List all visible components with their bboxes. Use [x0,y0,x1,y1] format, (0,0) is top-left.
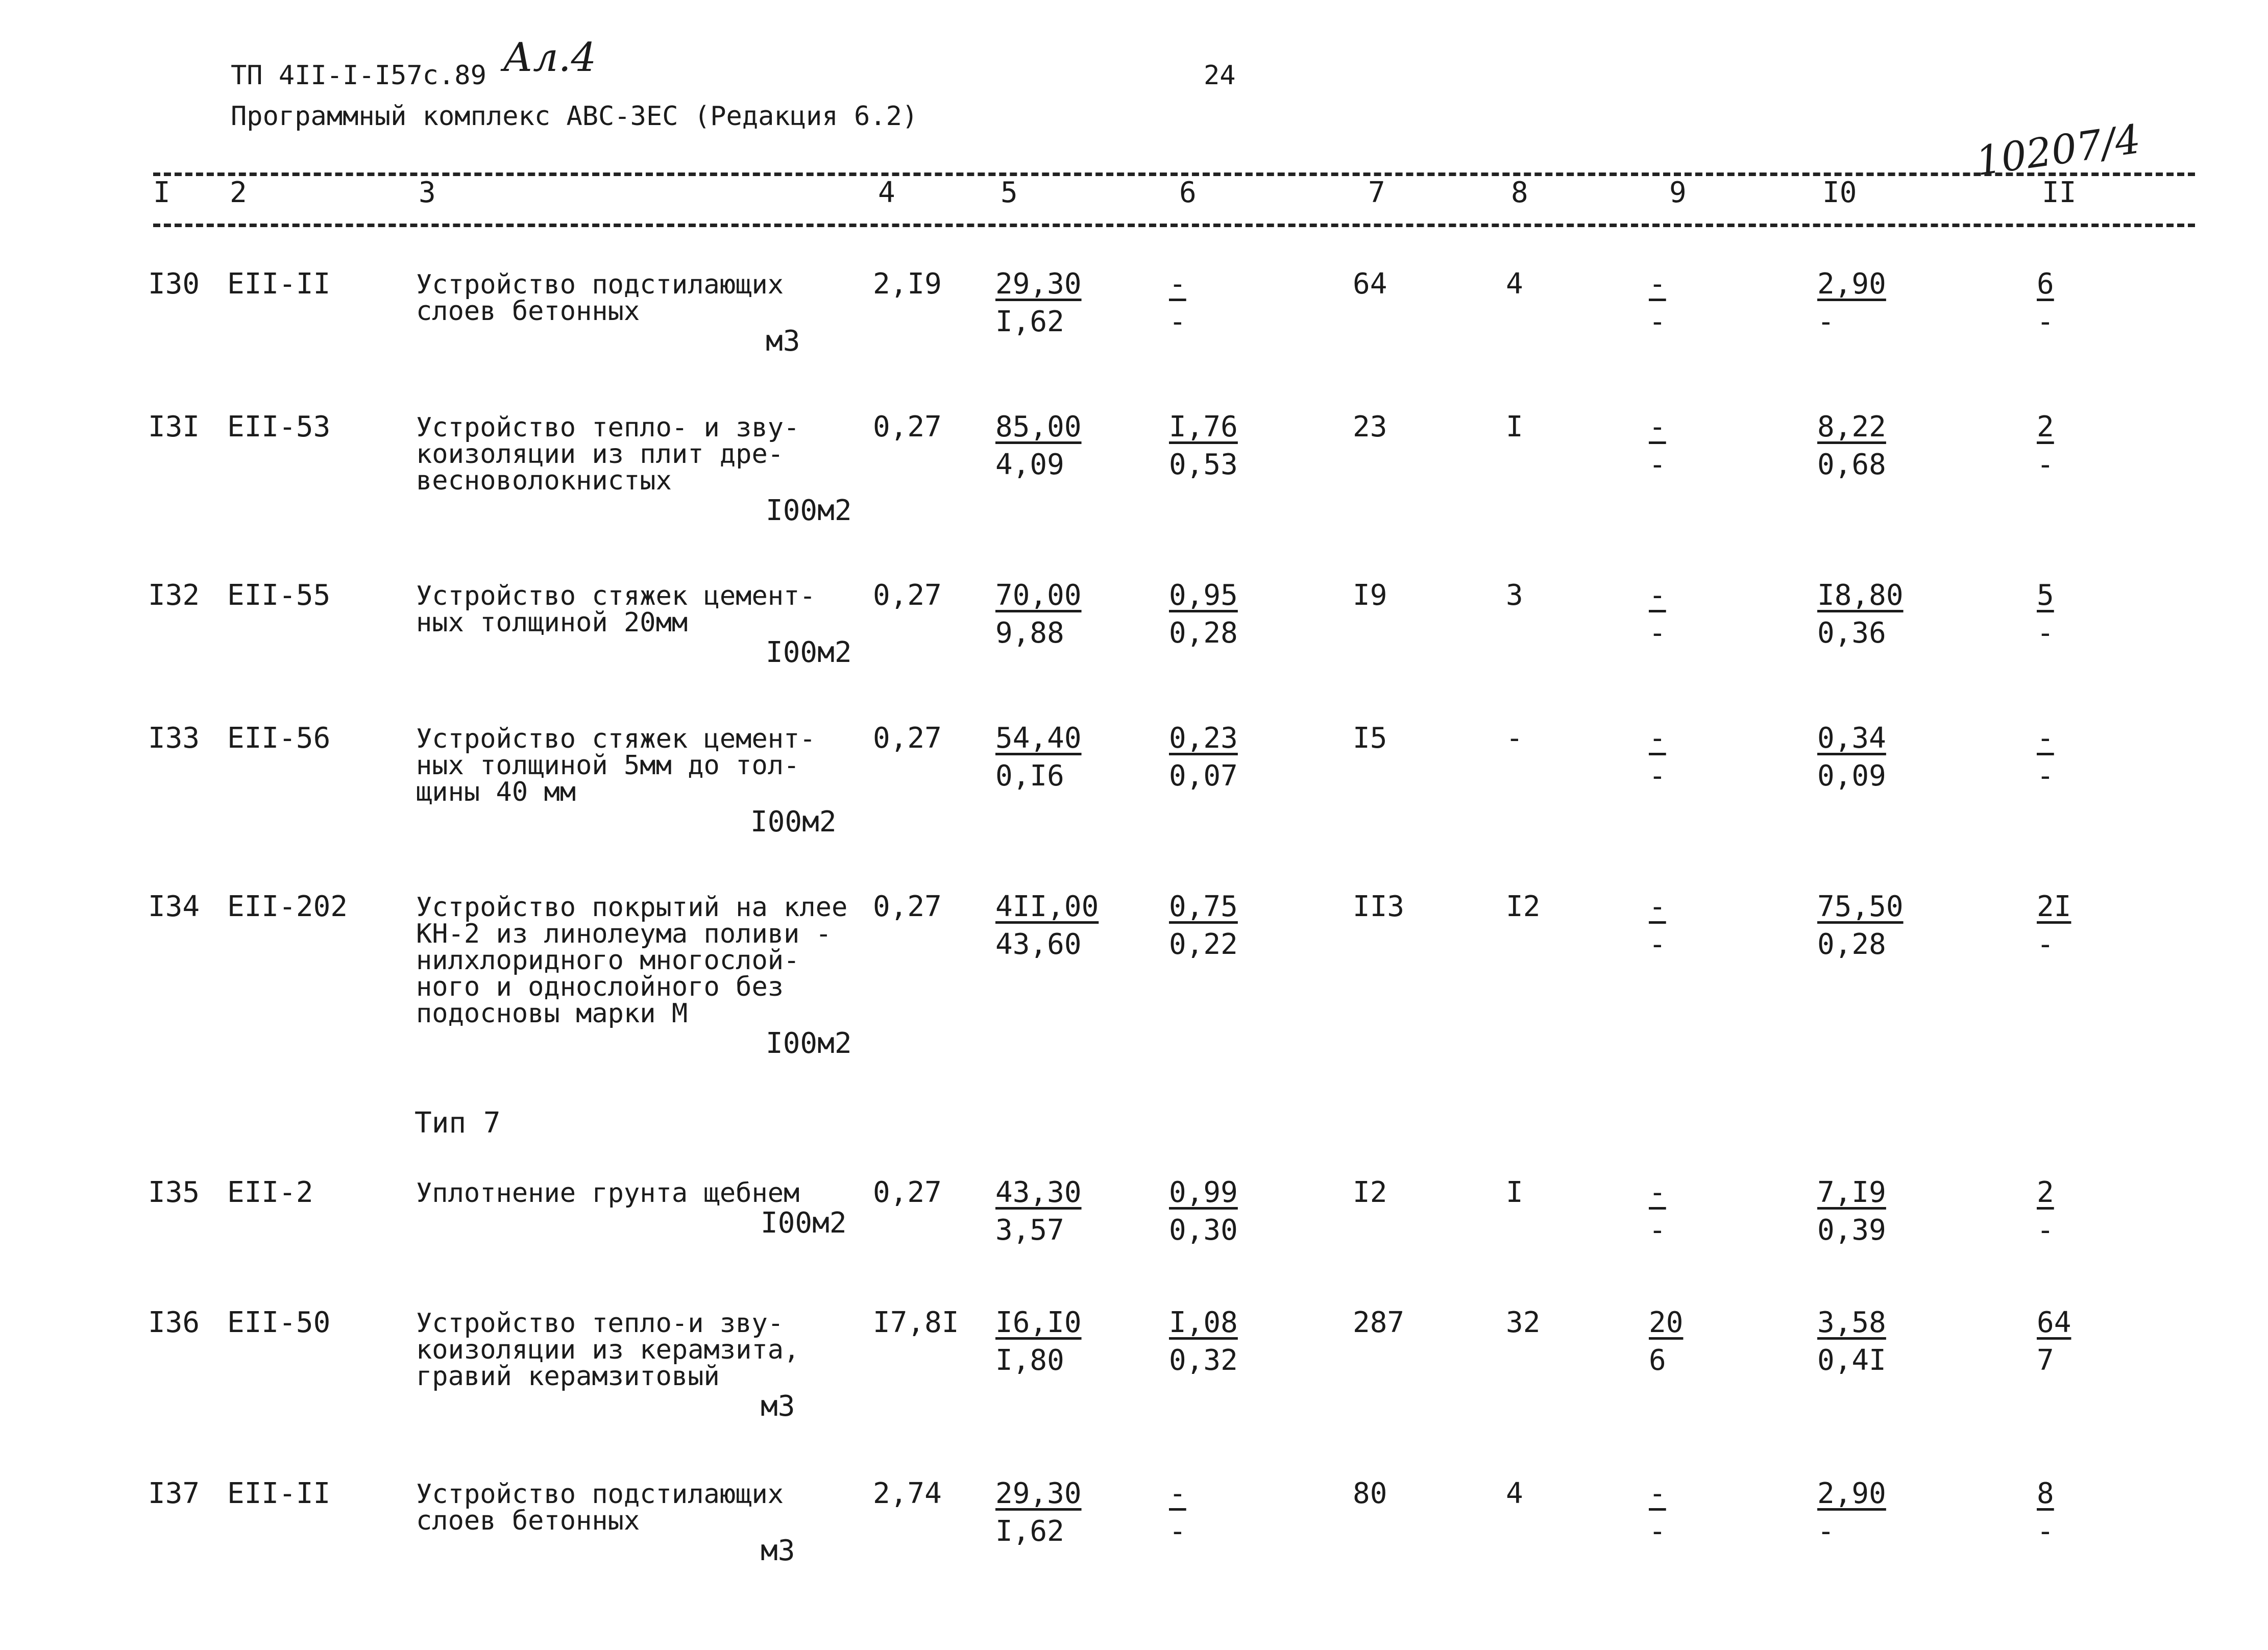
page-number: 24 [1204,60,1236,91]
column-header-5: 5 [1001,176,1018,209]
value-bottom: 0,53 [1169,448,1238,481]
value-top: 4II,00 [995,890,1099,923]
value-col7: I2 [1353,1176,1387,1209]
value-top: I,76 [1169,410,1238,444]
row-code: EII-55 [227,579,331,612]
section-label: Тип 7 [414,1106,501,1140]
value-bottom: 0,28 [1817,928,1886,961]
value-top: - [1169,267,1186,301]
value-top: I,08 [1169,1306,1238,1339]
description-line: Уплотнение грунта щебнем [416,1178,800,1209]
value-col7: I5 [1353,722,1387,755]
qty-value: 2,74 [873,1477,942,1510]
column-header-8: 8 [1511,176,1528,209]
row-unit: м3 [766,325,800,358]
value-col7: I9 [1353,579,1387,612]
qty-value: 0,27 [873,722,942,755]
value-top: I6,I0 [995,1306,1082,1339]
qty-value: 0,27 [873,410,942,444]
value-top: 75,50 [1817,890,1904,923]
value-top: 29,30 [995,267,1082,301]
row-number: I33 [148,722,200,755]
value-top: 70,00 [995,579,1082,612]
value-bottom: 0,22 [1169,928,1238,961]
description-line: коизоляции из плит дре- [416,439,784,470]
description-line: нилхлоридного многослой- [416,945,800,976]
value-top: 2 [2037,410,2054,444]
value-bottom: - [2037,1214,2054,1247]
row-description [416,1178,800,1209]
value-col8: I2 [1506,890,1541,923]
handwritten-note: Ал.4 [503,35,597,81]
value-bottom: - [2037,448,2054,481]
value-top: 5 [2037,579,2054,612]
row-description [416,894,847,1027]
value-bottom: 0,39 [1817,1214,1886,1247]
qty-value: 0,27 [873,1176,942,1209]
value-bottom: 7 [2037,1344,2054,1377]
value-col7: II3 [1353,890,1405,923]
value-top: 20 [1649,1306,1684,1339]
column-header-9: 9 [1669,176,1687,209]
value-top: 0,34 [1817,722,1886,755]
value-bottom: 9,88 [995,617,1064,650]
value-top: - [1649,890,1666,923]
row-number: I37 [148,1477,200,1510]
value-top: 8 [2037,1477,2054,1510]
value-top: 64 [2037,1306,2071,1339]
value-col8: I [1506,410,1523,444]
row-number: I36 [148,1306,200,1339]
row-code: EII-53 [227,410,331,444]
description-line: слоев бетонных [416,1506,640,1536]
value-bottom: - [1649,759,1666,793]
value-top: 0,99 [1169,1176,1238,1209]
value-bottom: 0,28 [1169,617,1238,650]
value-bottom: I,80 [995,1344,1064,1377]
value-top: 0,95 [1169,579,1238,612]
value-col7: 64 [1353,267,1387,301]
value-top: 29,30 [995,1477,1082,1510]
row-unit: I00м2 [766,1027,852,1060]
column-header-7: 7 [1368,176,1385,209]
value-top: 6 [2037,267,2054,301]
value-bottom: - [1649,448,1666,481]
value-bottom: 4,09 [995,448,1064,481]
value-top: 2,90 [1817,1477,1886,1510]
value-top: 2I [2037,890,2071,923]
value-col8: - [1506,722,1523,755]
value-col7: 23 [1353,410,1387,444]
description-line: Устройство стяжек цемент- [416,724,816,754]
row-number: I32 [148,579,200,612]
value-bottom: - [1817,305,1835,338]
row-number: I35 [148,1176,200,1209]
qty-value: 2,I9 [873,267,942,301]
row-unit: I00м2 [766,636,852,669]
row-number: I3I [148,410,200,444]
value-col7: 287 [1353,1306,1405,1339]
value-top: 85,00 [995,410,1082,444]
value-top: 0,23 [1169,722,1238,755]
value-top: - [1649,410,1666,444]
description-line: Устройство подстилающих [416,269,784,300]
value-bottom: I,62 [995,305,1064,338]
value-bottom: 0,36 [1817,617,1886,650]
value-top: - [2037,722,2054,755]
description-line: слоев бетонных [416,296,640,327]
row-code: EII-50 [227,1306,331,1339]
description-line: коизоляции из керамзита, [416,1335,800,1365]
value-bottom: - [1649,1214,1666,1247]
value-bottom: 0,07 [1169,759,1238,793]
value-col8: 4 [1506,1477,1523,1510]
description-line: весноволокнистых [416,465,672,496]
row-number: I30 [148,267,200,301]
qty-value: 0,27 [873,890,942,923]
value-top: 0,75 [1169,890,1238,923]
value-top: - [1649,579,1666,612]
description-line: ного и однослойного без [416,972,784,1002]
row-code: EII-II [227,267,331,301]
value-col8: 32 [1506,1306,1541,1339]
value-bottom: 6 [1649,1344,1666,1377]
row-code: EII-202 [227,890,348,923]
value-top: I8,80 [1817,579,1904,612]
value-top: - [1649,267,1666,301]
qty-value: I7,8I [873,1306,959,1339]
value-col8: 3 [1506,579,1523,612]
description-line: ных толщиной 20мм [416,607,688,638]
row-unit: I00м2 [766,494,852,527]
description-line: ных толщиной 5мм до тол- [416,750,800,781]
value-bottom: - [2037,305,2054,338]
value-bottom: 0,I6 [995,759,1064,793]
value-col8: I [1506,1176,1523,1209]
row-unit: I00м2 [750,805,837,839]
document-subtitle: Программный комплекс АВС-3ЕС (Редакция 6.2) [231,101,918,132]
value-bottom: 3,57 [995,1214,1064,1247]
value-bottom: 0,30 [1169,1214,1238,1247]
row-description [416,414,799,494]
value-bottom: - [1169,1515,1186,1548]
row-code: EII-2 [227,1176,313,1209]
description-line: Устройство тепло-и зву- [416,1308,784,1339]
row-code: EII-II [227,1477,331,1510]
column-header-11: II [2042,176,2077,209]
row-unit: м3 [761,1534,795,1567]
value-bottom: - [1649,617,1666,650]
value-col7: 80 [1353,1477,1387,1510]
value-bottom: - [1649,928,1666,961]
value-bottom: 0,4I [1817,1344,1886,1377]
value-bottom: - [1817,1515,1835,1548]
value-bottom: - [1649,1515,1666,1548]
document-code: ТП 4II-I-I57с.89 [231,60,486,91]
column-header-6: 6 [1179,176,1197,209]
description-line: щины 40 мм [416,777,576,807]
value-top: - [1649,722,1666,755]
description-line: подосновы марки М [416,998,688,1029]
row-description [416,1310,799,1390]
value-top: - [1649,1176,1666,1209]
table-top-rule [153,173,2195,176]
qty-value: 0,27 [873,579,942,612]
handwritten-reference: 10207/4 [1973,116,2143,185]
column-header-2: 2 [230,176,247,209]
value-bottom: - [2037,1515,2054,1548]
value-top: - [1649,1477,1666,1510]
value-top: 3,58 [1817,1306,1886,1339]
value-bottom: 0,32 [1169,1344,1238,1377]
value-bottom: - [1649,305,1666,338]
description-line: Устройство стяжек цемент- [416,581,816,611]
row-description [416,726,816,805]
column-header-1: I [153,176,170,209]
value-top: 2,90 [1817,267,1886,301]
value-col8: 4 [1506,267,1523,301]
column-header-4: 4 [878,176,895,209]
value-bottom: 0,09 [1817,759,1886,793]
value-bottom: I,62 [995,1515,1064,1548]
row-unit: I00м2 [761,1206,847,1240]
table-header-rule [153,224,2195,227]
value-top: 43,30 [995,1176,1082,1209]
value-bottom: - [1169,305,1186,338]
description-line: Устройство покрытий на клее [416,892,848,923]
column-header-3: 3 [419,176,436,209]
row-number: I34 [148,890,200,923]
row-description [416,1481,784,1534]
row-description [416,583,816,636]
row-unit: м3 [761,1390,795,1423]
value-bottom: 0,68 [1817,448,1886,481]
value-bottom: - [2037,759,2054,793]
value-top: - [1169,1477,1186,1510]
row-description [416,269,784,327]
description-line: Устройство подстилающих [416,1479,784,1510]
description-line: КН-2 из линолеума поливи - [416,919,832,949]
value-top: 2 [2037,1176,2054,1209]
column-header-10: I0 [1822,176,1857,209]
description-line: Устройство тепло- и зву- [416,412,800,443]
row-code: EII-56 [227,722,331,755]
description-line: гравий керамзитовый [416,1361,720,1392]
value-top: 7,I9 [1817,1176,1886,1209]
value-bottom: 43,60 [995,928,1082,961]
value-bottom: - [2037,928,2054,961]
value-bottom: - [2037,617,2054,650]
value-top: 54,40 [995,722,1082,755]
value-top: 8,22 [1817,410,1886,444]
